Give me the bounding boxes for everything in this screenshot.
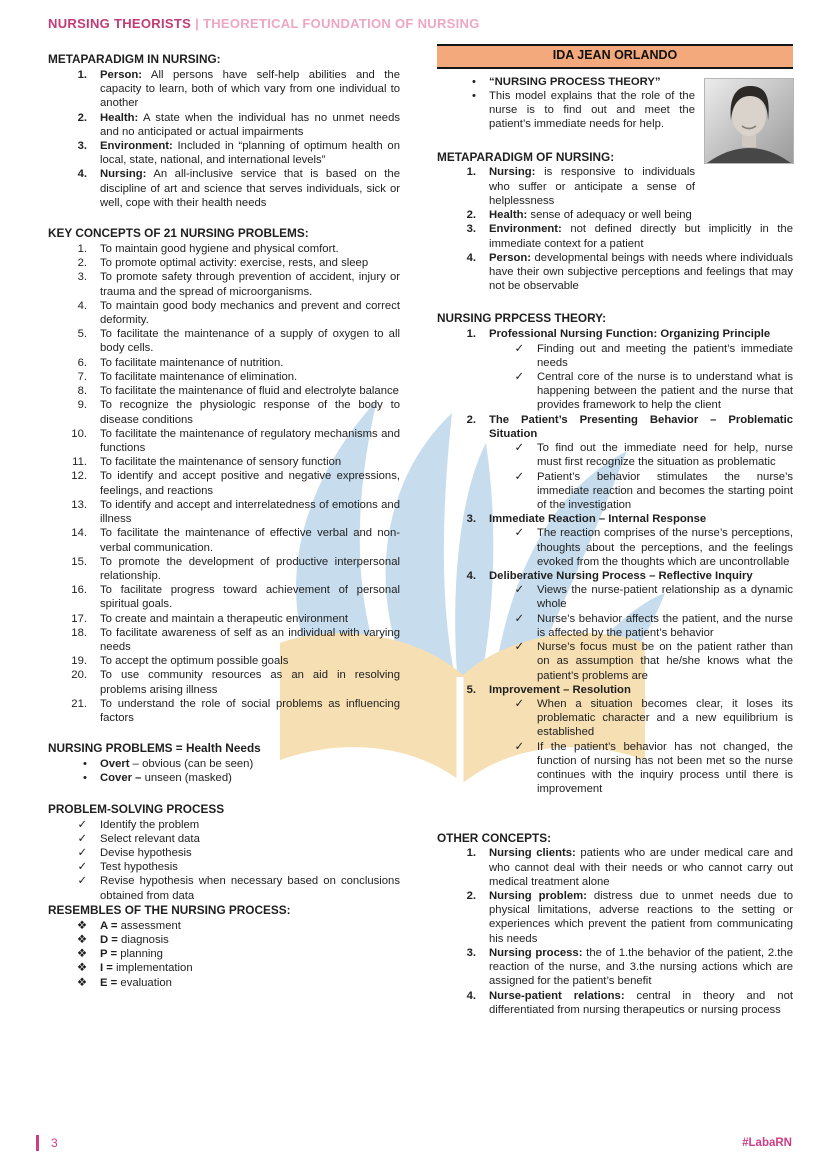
list-item-text: I = implementation bbox=[100, 962, 193, 975]
list-item-text: To accept the optimum possible goals bbox=[100, 655, 289, 668]
list-item bbox=[48, 771, 400, 785]
check-icon: ✓ bbox=[514, 698, 524, 710]
list-item-text: Person: developmental beings with needs where individuals have their own subjective perceptions and feelings that may not be observable bbox=[489, 251, 793, 293]
list-item-text: Identify the problem bbox=[100, 818, 200, 831]
list-item bbox=[48, 526, 400, 554]
list-item-text: Health: sense of adequacy or well being bbox=[489, 209, 692, 222]
item-number: 4. bbox=[466, 570, 476, 583]
list-item-text: To facilitate progress toward achievement of personal spiritual goals. bbox=[100, 584, 400, 611]
list-item bbox=[48, 874, 400, 902]
footer-accent-bar bbox=[36, 1135, 39, 1151]
list-item-text: To maintain good body mechanics and prevent and correct deformity. bbox=[100, 299, 400, 326]
bullet-icon: • bbox=[83, 758, 87, 771]
item-number: 16. bbox=[71, 584, 87, 597]
list-item-text: To facilitate the maintenance of fluid and electrolyte balance bbox=[100, 385, 399, 398]
list-item-text: Nursing: An all-inclusive service that is based on the discipline of art and science that serves individuals, sick or well, cope with their health needs bbox=[100, 168, 400, 209]
list-item-text: Nursing process: the of 1.the behavior of the patient, 2.the reaction of the nurse, and 3.the nursing actions which are assigned for the patient’s benefit bbox=[489, 946, 793, 988]
portrait-image bbox=[705, 79, 793, 163]
list-item bbox=[48, 654, 400, 668]
item-number: 11. bbox=[72, 456, 87, 469]
list-item bbox=[437, 569, 793, 583]
item-number: 19. bbox=[71, 655, 87, 668]
list-item bbox=[48, 933, 400, 947]
list-item-text: D = diagnosis bbox=[100, 933, 169, 946]
list-item-text: If the patient’s behavior has not changed, the function of nursing has not been met so the nurse continues with the inquiry process until there is improvement bbox=[537, 740, 793, 796]
left-column bbox=[48, 52, 400, 990]
list-item bbox=[48, 111, 400, 139]
item-number: 1. bbox=[466, 328, 476, 341]
item-number: 1. bbox=[466, 166, 476, 179]
list-item bbox=[48, 256, 400, 270]
list-item-text: Environment: Included in “planning of optimum health on local, state, national, and international levels” bbox=[100, 139, 400, 167]
list-item bbox=[48, 384, 400, 398]
list-item bbox=[437, 640, 793, 683]
list-item bbox=[437, 441, 793, 469]
list-item-text: Person: All persons have self-help abilities and the capacity to learn, both of which vary from one individual to another bbox=[100, 68, 400, 110]
list-item bbox=[48, 327, 400, 355]
item-number: 13. bbox=[71, 498, 87, 511]
list-item bbox=[48, 947, 400, 961]
list-item-text: To facilitate the maintenance of a supply of oxygen to all body cells. bbox=[100, 328, 400, 355]
list-item bbox=[48, 976, 400, 990]
section bbox=[48, 52, 400, 210]
check-icon: ✓ bbox=[514, 584, 524, 597]
list-item bbox=[48, 299, 400, 327]
diamond-icon: ❖ bbox=[76, 948, 87, 961]
list-item bbox=[437, 889, 793, 946]
section-heading: RESEMBLES OF THE NURSING PROCESS: bbox=[48, 902, 291, 917]
list-item bbox=[48, 427, 400, 455]
section bbox=[437, 150, 793, 294]
check-icon: ✓ bbox=[77, 846, 87, 859]
item-number: 4. bbox=[77, 168, 87, 181]
list-item bbox=[48, 668, 400, 696]
list-item bbox=[48, 270, 400, 298]
list-item bbox=[437, 583, 793, 611]
item-number: 2. bbox=[466, 209, 476, 222]
list-item bbox=[48, 697, 400, 725]
item-number: 3. bbox=[466, 946, 476, 959]
list-item-text: To facilitate the maintenance of regulatory mechanisms and functions bbox=[100, 427, 400, 454]
item-number: 17. bbox=[71, 612, 87, 625]
section bbox=[437, 311, 793, 796]
section-heading: PROBLEM-SOLVING PROCESS bbox=[48, 801, 225, 816]
list-item bbox=[437, 740, 793, 797]
item-number: 4. bbox=[466, 251, 476, 264]
item-number: 4. bbox=[466, 989, 476, 1002]
item-number: 1. bbox=[77, 242, 87, 255]
item-number: 3. bbox=[466, 513, 476, 526]
list-item-text: To promote optimal activity: exercise, rests, and sleep bbox=[100, 257, 369, 270]
item-number: 18. bbox=[71, 626, 87, 639]
list-item-text: Nurse-patient relations: central in theory and not differentiated from nursing therapeutics or nursing process bbox=[489, 989, 793, 1016]
list-item-text: To find out the immediate need for help, nurse must first recognize the situation as problematic bbox=[537, 442, 793, 469]
list-item bbox=[437, 370, 793, 413]
section-heading: NURSING PRPCESS THEORY: bbox=[437, 311, 607, 326]
section-heading: OTHER CONCEPTS: bbox=[437, 830, 552, 845]
list-item bbox=[437, 75, 695, 89]
list-item-text: The Patient’s Presenting Behavior – Problematic Situation bbox=[489, 413, 793, 440]
list-item bbox=[437, 327, 793, 341]
list-item-text: Improvement – Resolution bbox=[489, 683, 631, 696]
list-item bbox=[437, 413, 793, 441]
item-number: 9. bbox=[77, 399, 87, 412]
list-item bbox=[48, 626, 400, 654]
list-item-text: To facilitate maintenance of elimination. bbox=[100, 370, 298, 383]
list-item bbox=[437, 222, 793, 250]
section bbox=[48, 802, 400, 903]
check-icon: ✓ bbox=[514, 641, 524, 654]
list-item-text: Central core of the nurse is to understand what is happening between the patient and the nurse that provides framework to help the client bbox=[537, 370, 793, 412]
list-item bbox=[48, 846, 400, 860]
list-item bbox=[437, 89, 695, 132]
list-item-text: To facilitate the maintenance of sensory function bbox=[100, 456, 342, 469]
check-icon: ✓ bbox=[514, 470, 524, 483]
footer-page-number-group bbox=[36, 1135, 58, 1151]
list-item bbox=[48, 469, 400, 497]
list-item-text: Finding out and meeting the patient’s immediate needs bbox=[537, 342, 793, 369]
item-number: 5. bbox=[466, 683, 476, 696]
list-item-text: To identify and accept positive and negative expressions, feelings, and reactions bbox=[100, 470, 400, 497]
list-item-text: To promote the development of productive interpersonal relationship. bbox=[100, 555, 400, 582]
header-separator: | bbox=[195, 16, 199, 31]
orlando-portrait-photo bbox=[705, 79, 793, 163]
list-item bbox=[48, 555, 400, 583]
section-heading: NURSING PROBLEMS = Health Needs bbox=[48, 741, 261, 756]
list-item bbox=[437, 251, 793, 294]
list-item-text: Test hypothesis bbox=[100, 861, 178, 874]
list-item bbox=[48, 356, 400, 370]
list-item-text: Nursing: is responsive to individuals who suffer or anticipate a sense of helplessness bbox=[489, 166, 695, 207]
item-number: 10. bbox=[71, 427, 87, 440]
page-number: 3 bbox=[51, 1136, 58, 1150]
list-item bbox=[48, 583, 400, 611]
section-heading: METAPARADIGM IN NURSING: bbox=[48, 52, 221, 66]
list-item-text: Select relevant data bbox=[100, 832, 200, 845]
theorist-name-banner: IDA JEAN ORLANDO bbox=[437, 44, 793, 69]
list-item bbox=[437, 208, 793, 222]
list-item bbox=[48, 398, 400, 426]
list-item-text: To recognize the physiologic response of the body to disease conditions bbox=[100, 399, 400, 426]
item-number: 3. bbox=[466, 223, 476, 236]
list-item-text: Health: A state when the individual has no unmet needs and no anticipated or actual impairments bbox=[100, 111, 400, 138]
item-number: 1. bbox=[77, 68, 87, 81]
list-item bbox=[437, 683, 793, 697]
list-item-text: To facilitate maintenance of nutrition. bbox=[100, 356, 284, 369]
list-item bbox=[437, 989, 793, 1017]
list-item-text: A = assessment bbox=[100, 919, 181, 932]
list-item-text: Deliberative Nursing Process – Reflective Inquiry bbox=[489, 570, 753, 583]
item-number: 7. bbox=[77, 370, 87, 383]
item-number: 2. bbox=[466, 890, 476, 903]
list-item bbox=[437, 342, 793, 370]
bullet-icon: • bbox=[472, 89, 476, 102]
list-item-text: Nurse’s focus must be on the patient rather than on as assumption that he/she knows what the patient’s problems are bbox=[537, 641, 793, 682]
check-icon: ✓ bbox=[514, 527, 524, 540]
list-item-text: Professional Nursing Function: Organizing Principle bbox=[489, 328, 771, 341]
list-item-text: When a situation becomes clear, it loses its problematic character and a new equilibrium is established bbox=[537, 698, 793, 739]
section bbox=[437, 831, 793, 1017]
item-number: 4. bbox=[77, 299, 87, 312]
item-number: 2. bbox=[466, 413, 476, 426]
item-number: 14. bbox=[71, 527, 87, 540]
list-item bbox=[48, 139, 400, 167]
check-icon: ✓ bbox=[514, 740, 524, 753]
section-heading: METAPARADIGM OF NURSING: bbox=[437, 149, 615, 164]
check-icon: ✓ bbox=[514, 370, 524, 383]
list-item bbox=[48, 242, 400, 256]
list-item-text: To facilitate the maintenance of effective verbal and non-verbal communication. bbox=[100, 527, 400, 554]
list-item-text: E = evaluation bbox=[100, 976, 172, 989]
item-number: 2. bbox=[77, 257, 87, 270]
list-item bbox=[48, 961, 400, 975]
list-item-text: To use community resources as an aid in resolving problems arising illness bbox=[100, 669, 400, 696]
header-title-secondary: THEORETICAL FOUNDATION OF NURSING bbox=[203, 16, 480, 31]
bullet-icon: • bbox=[83, 772, 87, 785]
list-item bbox=[437, 165, 695, 208]
right-column bbox=[437, 44, 793, 1017]
section bbox=[48, 741, 400, 785]
list-item bbox=[437, 612, 793, 640]
check-icon: ✓ bbox=[77, 818, 87, 831]
list-item-text: To understand the role of social problems as influencing factors bbox=[100, 697, 400, 725]
list-item bbox=[437, 846, 793, 889]
list-item-text: To maintain good hygiene and physical comfort. bbox=[100, 242, 339, 255]
item-number: 3. bbox=[77, 139, 87, 152]
list-item-text: Nurse’s behavior affects the patient, and the nurse is affected by the patient’s behavior bbox=[537, 612, 793, 639]
item-number: 8. bbox=[77, 385, 87, 398]
diamond-icon: ❖ bbox=[76, 976, 87, 989]
list-item bbox=[437, 697, 793, 740]
diamond-icon: ❖ bbox=[76, 933, 87, 946]
list-item-text: To create and maintain a therapeutic environment bbox=[100, 612, 349, 625]
page-header bbox=[48, 16, 480, 31]
list-item-text: The reaction comprises of the nurse’s perceptions, thoughts about the perceptions, and the feelings evoked from the thoughts which are uncontrollable bbox=[537, 527, 793, 568]
item-number: 1. bbox=[466, 847, 476, 860]
list-item bbox=[48, 919, 400, 933]
list-item bbox=[48, 832, 400, 846]
list-item-text: Nursing clients: patients who are under medical care and who cannot deal with their needs or who cannot carry out medical treatment alone bbox=[489, 847, 793, 888]
check-icon: ✓ bbox=[514, 342, 524, 355]
list-item-text: Immediate Reaction – Internal Response bbox=[489, 513, 707, 526]
list-item bbox=[48, 498, 400, 526]
list-item bbox=[48, 612, 400, 626]
list-item bbox=[48, 167, 400, 210]
bullet-icon: • bbox=[472, 75, 476, 88]
check-icon: ✓ bbox=[514, 442, 524, 455]
list-item-text: To promote safety through prevention of accident, injury or trauma and the spread of microorganisms. bbox=[100, 271, 400, 298]
list-item bbox=[48, 757, 400, 771]
list-item-text: Patient’s behavior stimulates the nurse’s immediate reaction and becomes the starting point of the investigation bbox=[537, 470, 793, 511]
list-item bbox=[437, 470, 793, 513]
list-item bbox=[48, 860, 400, 874]
item-number: 21. bbox=[71, 697, 87, 710]
list-item-text: Cover – unseen (masked) bbox=[100, 772, 232, 785]
item-number: 12. bbox=[71, 470, 87, 483]
list-item-text: “NURSING PROCESS THEORY” bbox=[489, 75, 661, 88]
check-icon: ✓ bbox=[514, 612, 524, 625]
list-item-text: Devise hypothesis bbox=[100, 846, 192, 859]
check-icon: ✓ bbox=[77, 832, 87, 845]
list-item-text: To identify and accept and interrelatedness of emotions and illness bbox=[100, 498, 400, 526]
item-number: 2. bbox=[77, 111, 87, 124]
list-item bbox=[437, 512, 793, 526]
list-item-text: Environment: not defined directly but implicitly in the immediate context for a patient bbox=[489, 223, 793, 250]
section bbox=[48, 226, 400, 725]
diamond-icon: ❖ bbox=[76, 919, 87, 932]
item-number: 20. bbox=[71, 669, 87, 682]
right-column-content bbox=[437, 75, 793, 1017]
list-item-text: This model explains that the role of the nurse is to find out and meet the patient’s immediate needs for help. bbox=[489, 89, 695, 131]
check-icon: ✓ bbox=[77, 875, 87, 888]
section-heading: KEY CONCEPTS OF 21 NURSING PROBLEMS: bbox=[48, 226, 309, 241]
item-number: 6. bbox=[77, 356, 87, 369]
list-item-text: P = planning bbox=[100, 948, 163, 961]
check-icon: ✓ bbox=[77, 861, 87, 874]
header-title-primary: NURSING THEORISTS bbox=[48, 16, 192, 31]
list-item bbox=[437, 526, 793, 569]
footer-hashtag: #LabaRN bbox=[742, 1137, 792, 1149]
list-item bbox=[437, 946, 793, 989]
list-item bbox=[48, 455, 400, 469]
list-item bbox=[48, 370, 400, 384]
list-item bbox=[48, 68, 400, 111]
list-item-text: Overt – obvious (can be seen) bbox=[100, 758, 254, 771]
diamond-icon: ❖ bbox=[76, 962, 87, 975]
list-item-text: Revise hypothesis when necessary based on conclusions obtained from data bbox=[100, 875, 400, 902]
list-item-text: Views the nurse-patient relationship as a dynamic whole bbox=[537, 584, 793, 611]
item-number: 3. bbox=[77, 271, 87, 284]
list-item bbox=[48, 818, 400, 832]
list-item-text: To facilitate awareness of self as an individual with varying needs bbox=[100, 626, 400, 654]
section bbox=[48, 903, 400, 990]
item-number: 5. bbox=[77, 328, 87, 341]
list-item-text: Nursing problem: distress due to unmet needs due to physical limitations, adverse reactions to the setting or experiences which prevent the patient from communicating his needs bbox=[489, 890, 793, 945]
item-number: 15. bbox=[71, 555, 87, 568]
